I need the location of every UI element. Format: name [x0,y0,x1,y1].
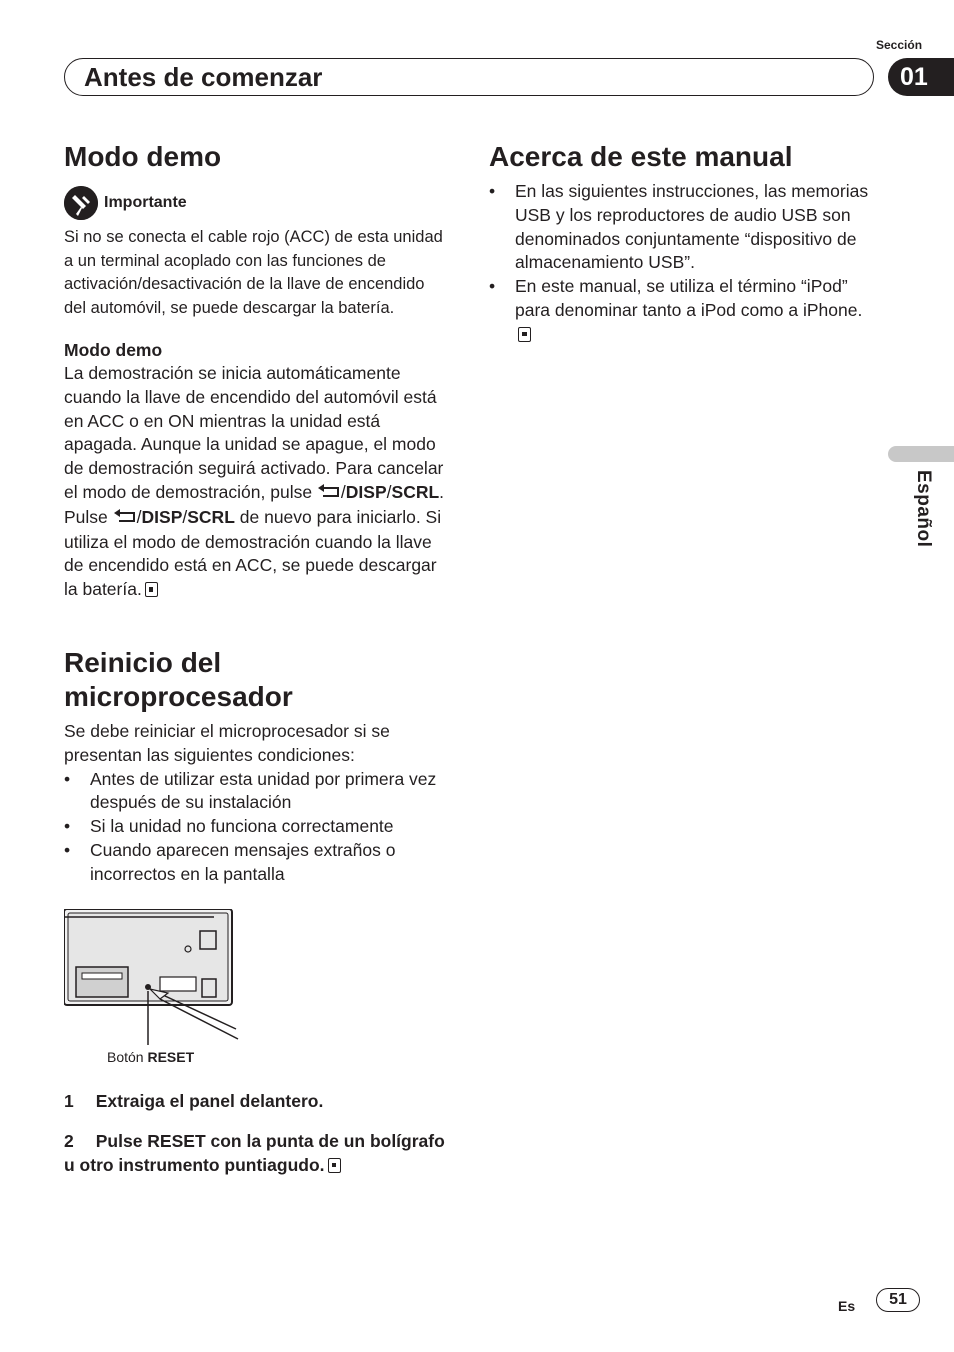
page-title: Antes de comenzar [84,62,323,92]
reinicio-bullet-list [64,768,450,887]
key-disp: DISP [141,506,183,527]
modo-demo-text-3: de nuevo para iniciarlo. Si utiliza el modo de demostración cuando la llave de encendido está en ACC, se puede descargar la batería. [64,506,442,600]
important-label: Importante [104,194,187,211]
key-scrl: SCRL [187,506,235,527]
end-mark-icon [145,582,158,597]
page-number: 51 [876,1288,920,1312]
section-number-badge: 01 [888,58,954,96]
right-column [489,140,873,347]
list-item [489,275,873,346]
modo-demo-heading: Modo demo [64,141,222,172]
step-number: 2 [64,1130,74,1151]
acerca-heading: Acerca de este manual [489,141,793,172]
step-text: Pulse RESET con la punta de un bolígrafo u otro instrumento puntiagudo. [64,1130,445,1175]
section-label: Sección [876,38,923,52]
list-item-text: En este manual, se utiliza el término “iPod” para denominar tanto a iPod como a iPhone. [515,276,863,320]
back-arrow-icon [113,507,137,531]
footer-language-code: Es [838,1298,856,1314]
reinicio-heading: Reinicio del microprocesador [64,646,293,712]
language-tab [888,446,954,462]
list-item: • Si la unidad no funciona correctamente [64,815,450,839]
end-mark-icon [518,327,531,342]
language-label: Español [913,470,934,548]
key-disp: DISP [345,481,387,502]
modo-demo-text-2: . Pulse [64,481,445,527]
modo-demo-text-1: La demostración se inicia automáticamente cuando la llave de encendido del automóvil está en ACC o en ON mientras la unidad está apagada. Aunque la unidad se apague, el modo de demostración seguirá activado. Para cancelar el modo de demostración, pulse [64,363,444,502]
modo-demo-subheading: Modo demo [64,340,163,360]
list-item: • Cuando aparecen mensajes extraños o incorrectos en la pantalla [64,839,450,887]
left-column [64,140,450,1177]
important-text: Si no se conecta el cable rojo (ACC) de esta unidad a un terminal acoplado con las funciones de activación/desactivación de la llave de encendido del automóvil, se puede descargar la batería. [64,228,443,317]
step-number: 1 [64,1090,74,1111]
key-scrl: SCRL [391,481,440,502]
list-item: • En las siguientes instrucciones, las memorias USB y los reproductores de audio USB son denominados conjuntamente “dispositivo de almacenamiento USB”. [489,180,873,275]
reinicio-intro: Se debe reiniciar el microprocesador si se presentan las siguientes condiciones: [64,720,390,765]
reset-caption [107,1049,194,1065]
acerca-bullet-list [489,180,873,347]
head-unit-drawing [64,909,254,1059]
end-mark-icon [328,1158,341,1173]
modo-demo-paragraph: La demostración se inicia automáticamente cuando la llave de encendido del automóvil está en ACC o en ON mientras la unidad está apagada. Aunque la unidad se apague, el modo de demostración seguirá activado. Para cancelar el modo de demostración, pulse /DISP/SCRL. Pulse /DISP/SCRL de nuevo para iniciarlo. Si utiliza el modo de demostración cuando la llave de encendido está en ACC, se puede descargar la batería. [64,363,445,600]
important-block [64,186,450,220]
step-text: Extraiga el panel delantero. [95,1090,324,1111]
step-1 [64,1089,450,1113]
important-icon [64,186,98,220]
step-2 [64,1129,450,1177]
back-arrow-icon [317,482,341,506]
caption-prefix: Botón [107,1048,148,1065]
caption-bold: RESET [147,1048,195,1065]
reset-illustration [64,909,254,1079]
list-item: • Antes de utilizar esta unidad por primera vez después de su instalación [64,768,450,816]
